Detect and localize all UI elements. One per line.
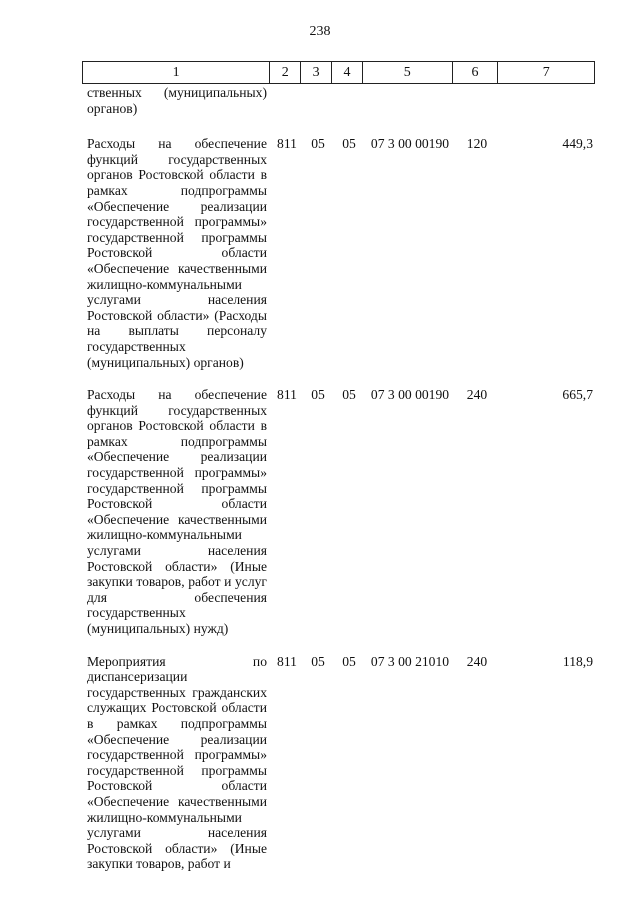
column-header-4: 4 [332,62,363,83]
continuation-text: ственных (муниципальных) органов) [87,85,267,116]
row-description: Расходы на обеспечение функций государственных органов Ростовской области в рамках подпрограммы «Обеспечение реализации государственной программы» государственной программы Ростовской области «Обеспечение качественными жилищно-коммунальными услугами населения Ростовской области» (Иные закупки товаров, работ и услуг для обеспечения государственных (муниципальных) нужд) [87,387,267,636]
expense-type-code: 240 [466,653,488,669]
section-code: 05 [311,387,325,403]
target-article-code: 07 3 00 00190 [370,387,450,403]
budget-table [82,61,595,872]
column-header-2: 2 [270,62,301,83]
ministry-code: 811 [277,653,297,669]
section-code: 05 [311,653,325,669]
column-header-3: 3 [301,62,332,83]
ministry-code: 811 [277,136,297,152]
subsection-code: 05 [342,387,356,403]
expense-type-code: 240 [466,387,488,403]
amount-value: 449,3 [562,136,593,152]
amount-value: 665,7 [562,387,593,403]
ministry-code: 811 [277,387,297,403]
column-header-6: 6 [453,62,499,83]
table-row [82,387,595,637]
page-number: 238 [309,24,331,39]
continuation-row [82,85,595,116]
table-header-row [82,61,595,84]
table-row [82,136,595,370]
column-header-1: 1 [83,62,270,83]
subsection-code: 05 [342,653,356,669]
column-header-7: 7 [542,65,550,80]
column-header-5: 5 [363,62,453,83]
table-row [82,654,595,872]
target-article-code: 07 3 00 21010 [370,653,450,669]
row-description: Мероприятия по диспансеризации государственных гражданских служащих Ростовской области в рамках подпрограммы «Обеспечение реализации государственной программы» государственной программы Ростовской области «Обеспечение качественными жилищно-коммунальными услугами населения Ростовской области» (Иные закупки товаров, работ и [87,653,267,872]
amount-value: 118,9 [562,653,593,669]
expense-type-code: 120 [466,136,488,152]
target-article-code: 07 3 00 00190 [370,136,450,152]
section-code: 05 [311,136,325,152]
subsection-code: 05 [342,136,356,152]
row-description: Расходы на обеспечение функций государственных органов Ростовской области в рамках подпрограммы «Обеспечение реализации государственной программы» государственной программы Ростовской области «Обеспечение качественными жилищно-коммунальными услугами населения Ростовской области» (Расходы на выплаты персоналу государственных (муниципальных) органов) [87,136,267,370]
